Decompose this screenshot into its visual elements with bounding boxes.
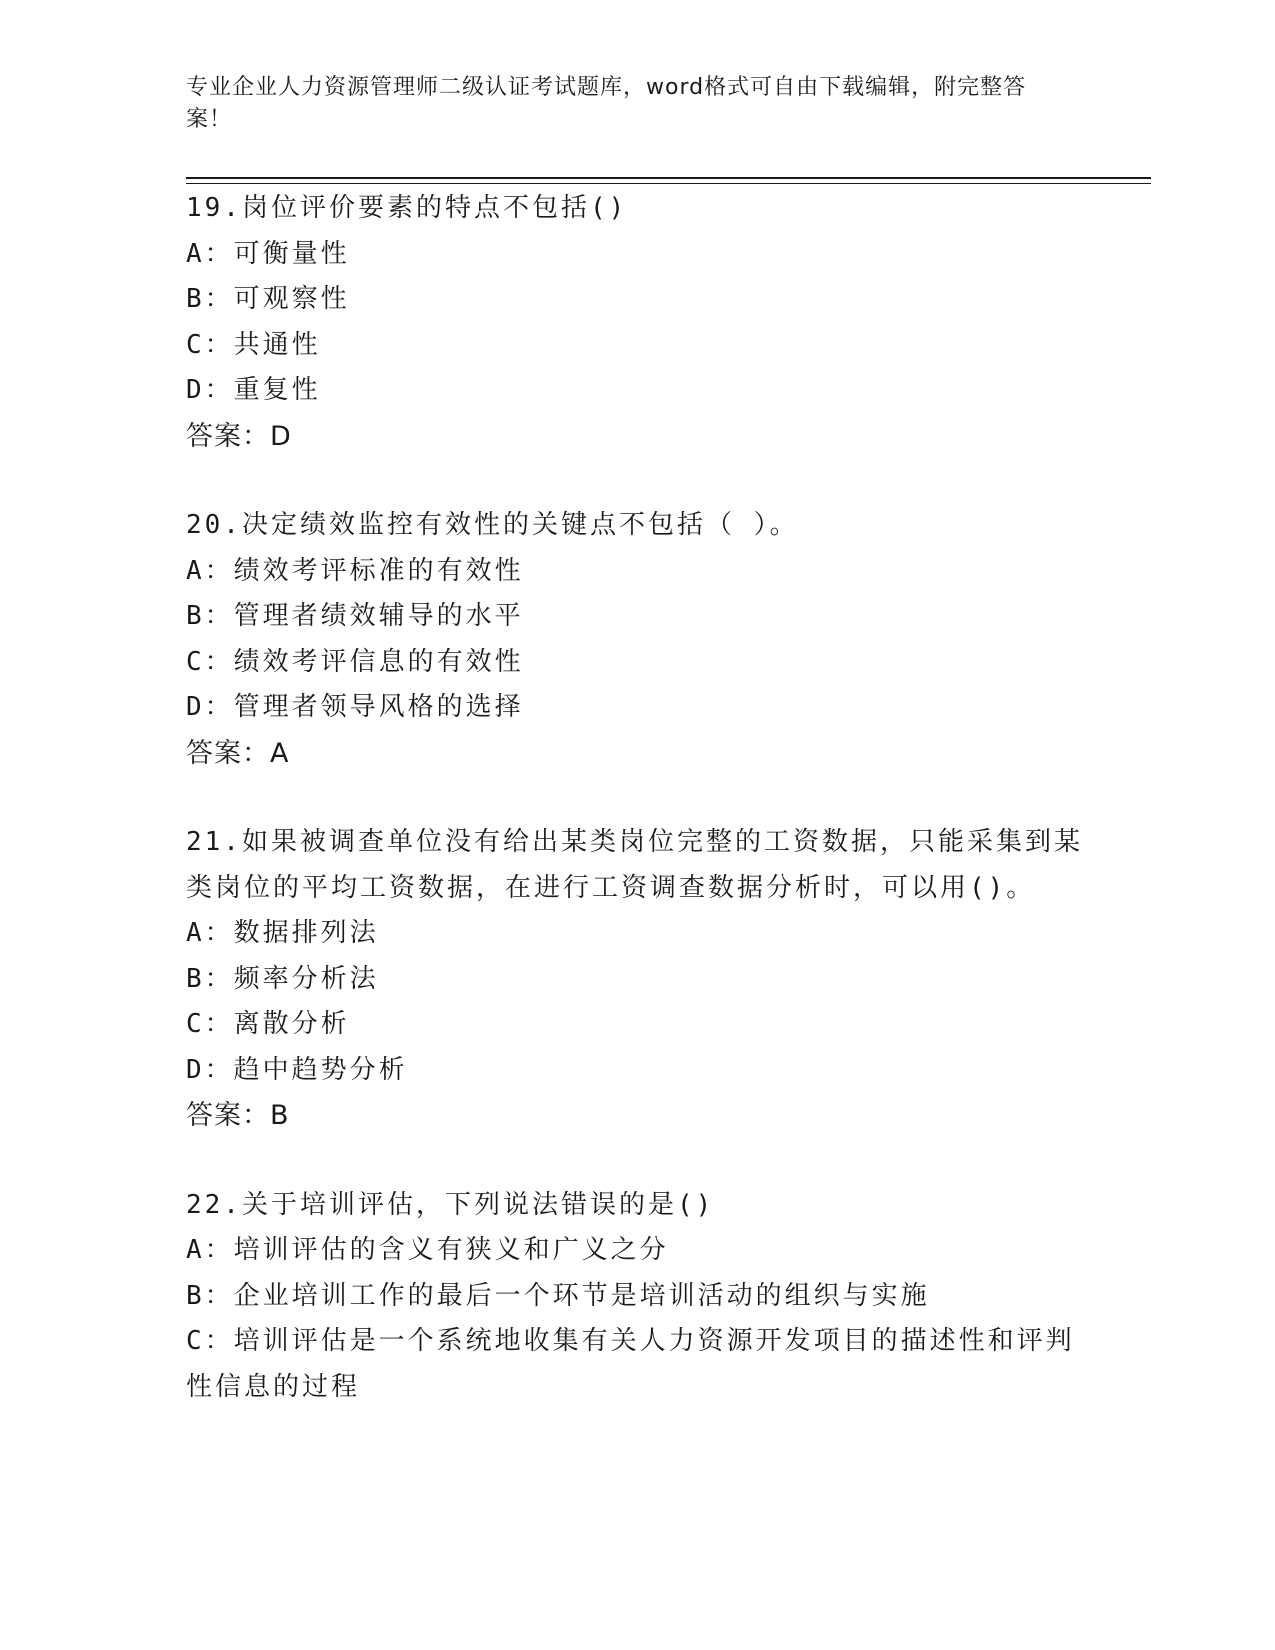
option-b: B：频率分析法 — [186, 963, 379, 994]
answer-line: 答案：A — [186, 737, 290, 769]
question-stem: 20.决定绩效监控有效性的关键点不包括（ ）。 — [186, 510, 799, 540]
option-a: A：绩效考评标准的有效性 — [186, 555, 524, 586]
question-stem: 19.岗位评价要素的特点不包括() — [186, 193, 628, 223]
document-header: 专业企业人力资源管理师二级认证考试题库，word格式可自由下载编辑，附完整答案！ — [186, 75, 1027, 132]
answer-line: 答案：B — [186, 1100, 290, 1131]
option-a: A：培训评估的含义有狭义和广义之分 — [186, 1235, 669, 1265]
question-19 — [186, 186, 1086, 459]
question-stem: 22.关于培训评估，下列说法错误的是() — [186, 1189, 715, 1220]
option-c: C：绩效考评信息的有效性 — [186, 646, 524, 677]
question-21 — [186, 820, 1086, 1139]
option-b: B：管理者绩效辅导的水平 — [186, 601, 524, 631]
option-b: B：企业培训工作的最后一个环节是培训活动的组织与实施 — [186, 1280, 930, 1311]
option-a: A：可衡量性 — [186, 238, 350, 269]
question-stem: 21.如果被调查单位没有给出某类岗位完整的工资数据，只能采集到某类岗位的平均工资数据，在进行工资调查数据分析时，可以用()。 — [186, 827, 1083, 903]
header-divider-thick — [186, 177, 1151, 179]
option-c: C：培训评估是一个系统地收集有关人力资源开发项目的描述性和评判性信息的过程 — [186, 1326, 1075, 1402]
option-d: D：重复性 — [186, 375, 321, 405]
option-d: D：管理者领导风格的选择 — [186, 692, 524, 722]
question-20 — [186, 503, 1086, 776]
question-list — [186, 186, 1086, 1454]
option-d: D：趋中趋势分析 — [186, 1054, 408, 1085]
option-c: C：共通性 — [186, 329, 321, 360]
header-divider-thin — [186, 183, 1151, 184]
option-c: C：离散分析 — [186, 1009, 350, 1039]
question-22 — [186, 1183, 1086, 1411]
option-a: A：数据排列法 — [186, 918, 379, 948]
option-b: B：可观察性 — [186, 284, 350, 314]
answer-line: 答案：D — [186, 420, 292, 452]
